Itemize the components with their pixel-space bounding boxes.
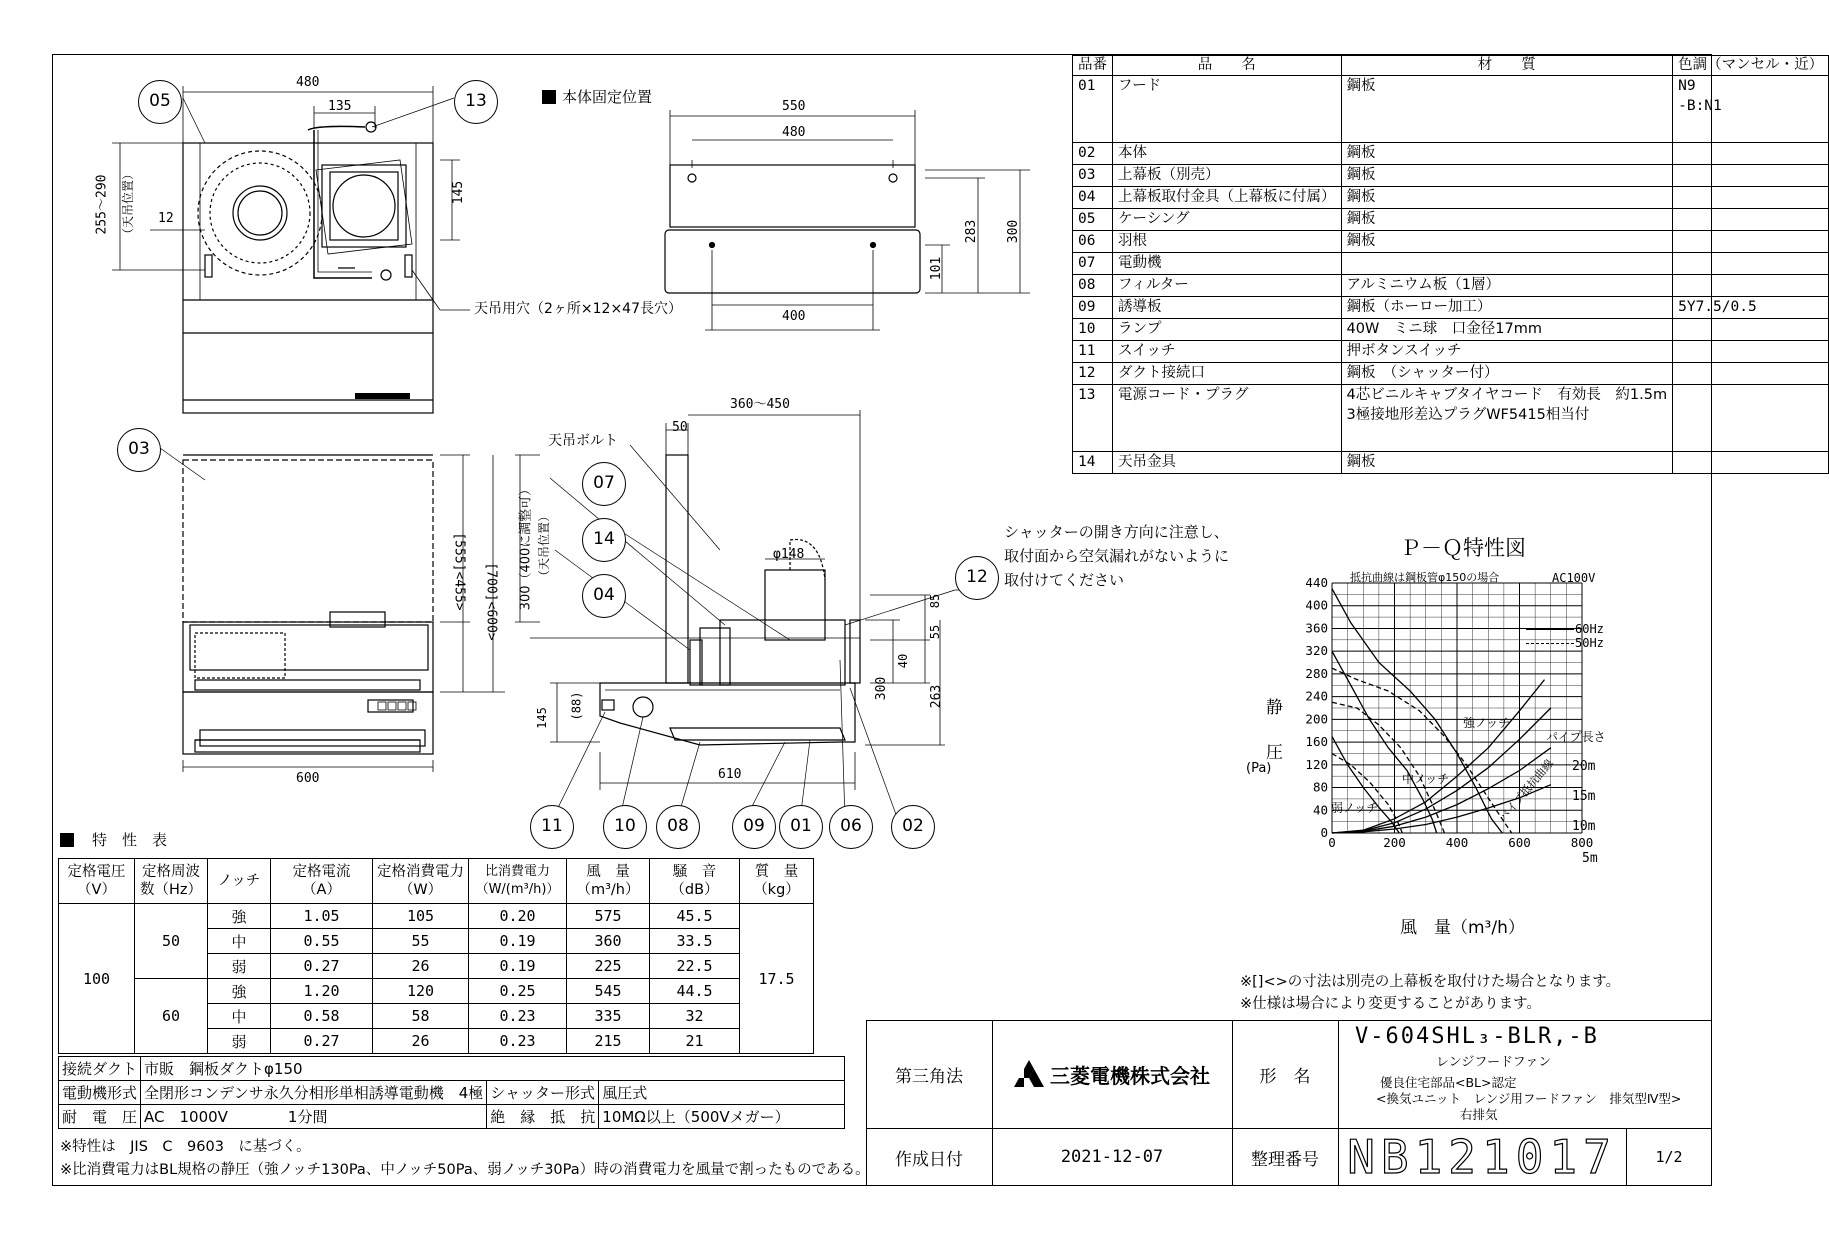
y-tick-label: 280 — [1305, 665, 1328, 681]
footnote-2: ※比消費電力はBL規格の静圧（強ノッチ130Pa、中ノッチ50Pa、弱ノッチ30Pa）時の消費電力を風量で割ったものである。 — [60, 1162, 870, 1178]
dim-elev-300: 300（400に調整可） — [518, 482, 534, 611]
x-tick-label: 600 — [1508, 835, 1531, 850]
right-note-2: ※仕様は場合により変更することがあります。 — [1240, 996, 1541, 1012]
table-row: 07 電動機 — [1073, 253, 1829, 275]
front-elevation-drawing — [183, 455, 433, 754]
dim-side-55: 55 — [928, 624, 943, 640]
callout-03: 03 — [117, 428, 161, 472]
callout-05: 05 — [138, 80, 182, 124]
table-row: 08 フィルター アルミニウム板（1層） — [1073, 275, 1829, 297]
bottom-spec-table — [58, 1056, 845, 1129]
dim-side-263: 263 — [929, 684, 945, 709]
legend-50hz-line — [1526, 643, 1574, 644]
table-row — [59, 1057, 845, 1081]
dim-top-255-290: 255〜290 — [94, 174, 110, 235]
color-value: N9 — [1678, 78, 1696, 94]
label-weak-notch: 弱ノッチ — [1331, 801, 1379, 815]
x-tick-label: 200 — [1383, 835, 1406, 850]
dim-elev-600: 600 — [296, 771, 320, 786]
header-power: 定格消費電力（W） — [373, 859, 469, 904]
top-view-drawing — [183, 122, 433, 413]
product-desc-1: 優良住宅部品<BL>認定 — [1380, 1075, 1517, 1090]
spec-title-marker — [60, 833, 74, 847]
dim-top-480: 480 — [296, 75, 320, 90]
parts-table — [1072, 55, 1829, 474]
label-10m: 10m — [1572, 819, 1596, 834]
table-row: 06 羽根 鋼板 — [1073, 231, 1829, 253]
fixing-position-marker — [542, 90, 556, 104]
frequency-value: 50 — [135, 904, 208, 979]
table-row: 01 フード 鋼板 N9 -B:N1 — [1073, 76, 1829, 143]
product-desc-3: 右排気 — [1460, 1107, 1498, 1122]
fixing-position-label: 本体固定位置 — [562, 88, 653, 106]
shutter-label: シャッター形式 — [487, 1081, 599, 1105]
dim-side-360-450: 360〜450 — [730, 397, 790, 412]
table-row: 10 ランプ 40W ミニ球 口金径17mm — [1073, 319, 1829, 341]
side-elevation-drawing — [600, 455, 860, 745]
header-noise: 騒 音（dB） — [650, 859, 740, 904]
dim-top-145: 145 — [451, 180, 467, 205]
series-line — [1332, 736, 1399, 833]
header-color: 色調（マンセル・近） — [1673, 56, 1829, 76]
header-no: 品番 — [1073, 56, 1113, 76]
insulation-value: 10MΩ以上（500Vメガー） — [599, 1105, 845, 1129]
duct-label: 接続ダクト — [59, 1057, 141, 1081]
table-row: 100 50 強 1.05 105 0.20 575 45.5 17.5 — [59, 904, 814, 929]
y-tick-label: 40 — [1312, 802, 1328, 818]
y-tick-label: 360 — [1305, 620, 1328, 636]
table-row: 弱 0.27 26 0.19 225 22.5 — [59, 954, 814, 979]
shutter-note-line-2: 取付面から空気漏れがないように — [1004, 547, 1230, 565]
withstand-voltage-label: 耐 電 圧 — [59, 1105, 141, 1129]
dim-front-101: 101 — [929, 256, 945, 281]
header-frequency: 定格周波数（Hz） — [135, 859, 208, 904]
y-tick-label: 440 — [1305, 575, 1328, 590]
projection-method: 第三角法 — [895, 1066, 963, 1087]
dim-side-40: 40 — [896, 653, 911, 669]
pq-chart-plot — [1300, 575, 1620, 915]
dim-side-85: 85 — [928, 593, 943, 609]
dim-front-400: 400 — [782, 309, 806, 324]
callout-09: 09 — [732, 805, 776, 849]
pq-chart-ylabel-2: 圧 — [1266, 743, 1283, 763]
motor-label: 電動機形式 — [59, 1081, 141, 1105]
header-ratio: 比消費電力（W/(m³/h)） — [469, 859, 567, 904]
table-row: 04 上幕板取付金具（上幕板に付属） 鋼板 — [1073, 187, 1829, 209]
motor-value: 全閉形コンデンサ永久分相形単相誘導電動機 4極 — [141, 1081, 487, 1105]
front-view-drawing — [665, 160, 920, 293]
frequency-value: 60 — [135, 979, 208, 1054]
legend-50hz: 50Hz — [1575, 636, 1604, 650]
material-line-2: 3極接地形差込プラグWF5415相当付 — [1346, 407, 1590, 423]
y-tick-label: 320 — [1305, 643, 1328, 659]
table-row — [59, 1105, 845, 1129]
x-tick-label: 800 — [1570, 835, 1594, 850]
pq-chart-yunit: (Pa) — [1246, 761, 1272, 776]
shutter-value: 風圧式 — [599, 1081, 845, 1105]
x-tick-label: 0 — [1328, 835, 1336, 850]
table-row: 09 誘導板 鋼板（ホーロー加工） 5Y7.5/0.5 — [1073, 297, 1829, 319]
product-desc-2: <換気ユニット レンジ用フードファン 排気型Ⅳ型> — [1376, 1091, 1682, 1106]
dim-elev-hanging-pos: （天吊位置） — [537, 509, 552, 583]
model-number: V-604SHL₃-BLR,-B — [1355, 1024, 1599, 1049]
dim-elev-555: [555]<455> — [451, 532, 467, 611]
voltage-value: 100 — [59, 904, 135, 1054]
dim-side-148: φ148 — [773, 547, 805, 562]
table-row: 02 本体 鋼板 — [1073, 143, 1829, 165]
shutter-note-line-3: 取付けてください — [1004, 571, 1125, 589]
callout-02: 02 — [891, 805, 935, 849]
hanging-holes-label: 天吊用穴（2ヶ所×12×47長穴） — [474, 301, 682, 317]
dim-side-50: 50 — [672, 420, 688, 435]
dim-side-610: 610 — [718, 767, 742, 782]
dim-top-135: 135 — [328, 99, 352, 114]
callout-12: 12 — [955, 556, 999, 600]
pq-chart-xlabel: 風 量（m³/h） — [1400, 918, 1525, 938]
table-row: 中 0.58 58 0.23 335 32 — [59, 1004, 814, 1029]
y-tick-label: 0 — [1320, 825, 1328, 840]
header-current: 定格電流（A） — [271, 859, 373, 904]
label-strong-notch: 強ノッチ — [1463, 716, 1511, 730]
callout-06: 06 — [829, 805, 873, 849]
callout-10: 10 — [603, 805, 647, 849]
y-tick-label: 80 — [1312, 779, 1328, 795]
header-mass: 質 量（kg） — [740, 859, 814, 904]
table-row: 03 上幕板（別売） 鋼板 — [1073, 165, 1829, 187]
spec-table-title: 特 性 表 — [92, 831, 168, 849]
company-logo — [992, 1020, 1232, 1128]
color-value-2: -B:N1 — [1678, 98, 1722, 114]
parts-table-header — [1073, 56, 1829, 76]
table-row: 中 0.55 55 0.19 360 33.5 — [59, 929, 814, 954]
mass-value: 17.5 — [740, 904, 814, 1054]
label-5m: 5m — [1582, 851, 1598, 866]
creation-date-label: 作成日付 — [895, 1149, 963, 1170]
label-pipe-curve: パイプ抵抗曲線 — [1496, 756, 1556, 825]
y-tick-label: 400 — [1305, 597, 1328, 613]
y-tick-label: 240 — [1305, 688, 1328, 704]
dim-top-hanging-pos: （天吊位置） — [121, 167, 136, 241]
table-row — [59, 1081, 845, 1105]
y-tick-label: 160 — [1305, 734, 1328, 750]
table-row: 11 スイッチ 押ボタンスイッチ — [1073, 341, 1829, 363]
table-row: 13 電源コード・プラグ 4芯ビニルキャブタイヤコード 有効長 約1.5m 3極接地形差込プラグWF5415相当付 — [1073, 385, 1829, 452]
material-line-1: 4芯ビニルキャブタイヤコード 有効長 約1.5m — [1346, 387, 1668, 403]
header-flow: 風 量（m³/h） — [567, 859, 650, 904]
table-row: 12 ダクト接続口 鋼板 （シャッター付） — [1073, 363, 1829, 385]
reference-number: NB121017 — [1347, 1130, 1617, 1184]
legend-60hz-line — [1526, 629, 1574, 630]
legend-60hz: 60Hz — [1575, 622, 1604, 636]
dim-front-283: 283 — [964, 219, 980, 244]
mitsubishi-logo-icon — [1014, 1060, 1044, 1088]
label-pipe-length: パイプ長さ — [1546, 730, 1606, 744]
insulation-label: 絶 縁 抵 抗 — [487, 1105, 599, 1129]
pq-chart-ylabel-1: 静 — [1266, 698, 1283, 718]
header-notch: ノッチ — [208, 859, 271, 904]
label-mid-notch: 中ノッチ — [1402, 772, 1450, 786]
pq-chart-title: Ｐ－Ｑ特性図 — [1400, 536, 1526, 560]
label-15m: 15m — [1572, 789, 1596, 804]
pq-chart-note: 抵抗曲線は鋼板管φ150の場合 — [1350, 571, 1500, 584]
dim-elev-700: [700]<600> — [483, 562, 499, 641]
duct-value: 市販 鋼板ダクトφ150 — [141, 1057, 845, 1081]
footnote-1: ※特性は JIS C 9603 に基づく。 — [60, 1139, 311, 1155]
callout-01: 01 — [779, 805, 823, 849]
table-row: 05 ケーシング 鋼板 — [1073, 209, 1829, 231]
header-name: 品 名 — [1113, 56, 1342, 76]
model-label: 形 名 — [1259, 1066, 1311, 1087]
right-note-1: ※[]<>の寸法は別売の上幕板を取付けた場合となります。 — [1240, 974, 1621, 990]
spec-table-header — [59, 859, 814, 904]
callout-04: 04 — [582, 574, 626, 618]
dim-side-88: (88) — [569, 691, 584, 721]
shutter-note-line-1: シャッターの開き方向に注意し、 — [1004, 523, 1229, 541]
y-tick-label: 200 — [1305, 711, 1328, 727]
hanging-bolt-label: 天吊ボルト — [548, 433, 618, 449]
callout-13: 13 — [454, 80, 498, 124]
callout-11: 11 — [530, 805, 574, 849]
dim-top-12: 12 — [158, 211, 174, 226]
series-line — [1332, 589, 1502, 833]
callout-07: 07 — [582, 462, 626, 506]
label-20m: 20m — [1572, 759, 1596, 774]
withstand-voltage-value: AC 1000V 1分間 — [141, 1105, 487, 1129]
pq-chart-power: AC100V — [1552, 571, 1596, 585]
header-material: 材 質 — [1341, 56, 1673, 76]
x-tick-label: 400 — [1445, 835, 1469, 850]
dim-front-300: 300 — [1006, 219, 1022, 244]
dim-front-550: 550 — [782, 99, 806, 114]
company-name: 三菱電機株式会社 — [1050, 1063, 1210, 1088]
header-voltage: 定格電圧（V） — [59, 859, 135, 904]
y-tick-label: 120 — [1305, 756, 1328, 772]
dim-front-480: 480 — [782, 125, 806, 140]
spec-table — [58, 858, 814, 1054]
reference-number-label: 整理番号 — [1251, 1149, 1319, 1170]
callout-08: 08 — [656, 805, 700, 849]
callout-14: 14 — [582, 518, 626, 562]
dim-side-145: 145 — [534, 707, 549, 729]
dim-side-300: 300 — [874, 676, 890, 701]
table-row: 60 強 1.20 120 0.25 545 44.5 — [59, 979, 814, 1004]
table-row: 弱 0.27 26 0.23 215 21 — [59, 1029, 814, 1054]
page-number: 1/2 — [1655, 1148, 1683, 1166]
creation-date: 2021-12-07 — [1060, 1147, 1164, 1167]
product-name: レンジフードファン — [1436, 1055, 1552, 1070]
table-row: 14 天吊金具 鋼板 — [1073, 452, 1829, 474]
